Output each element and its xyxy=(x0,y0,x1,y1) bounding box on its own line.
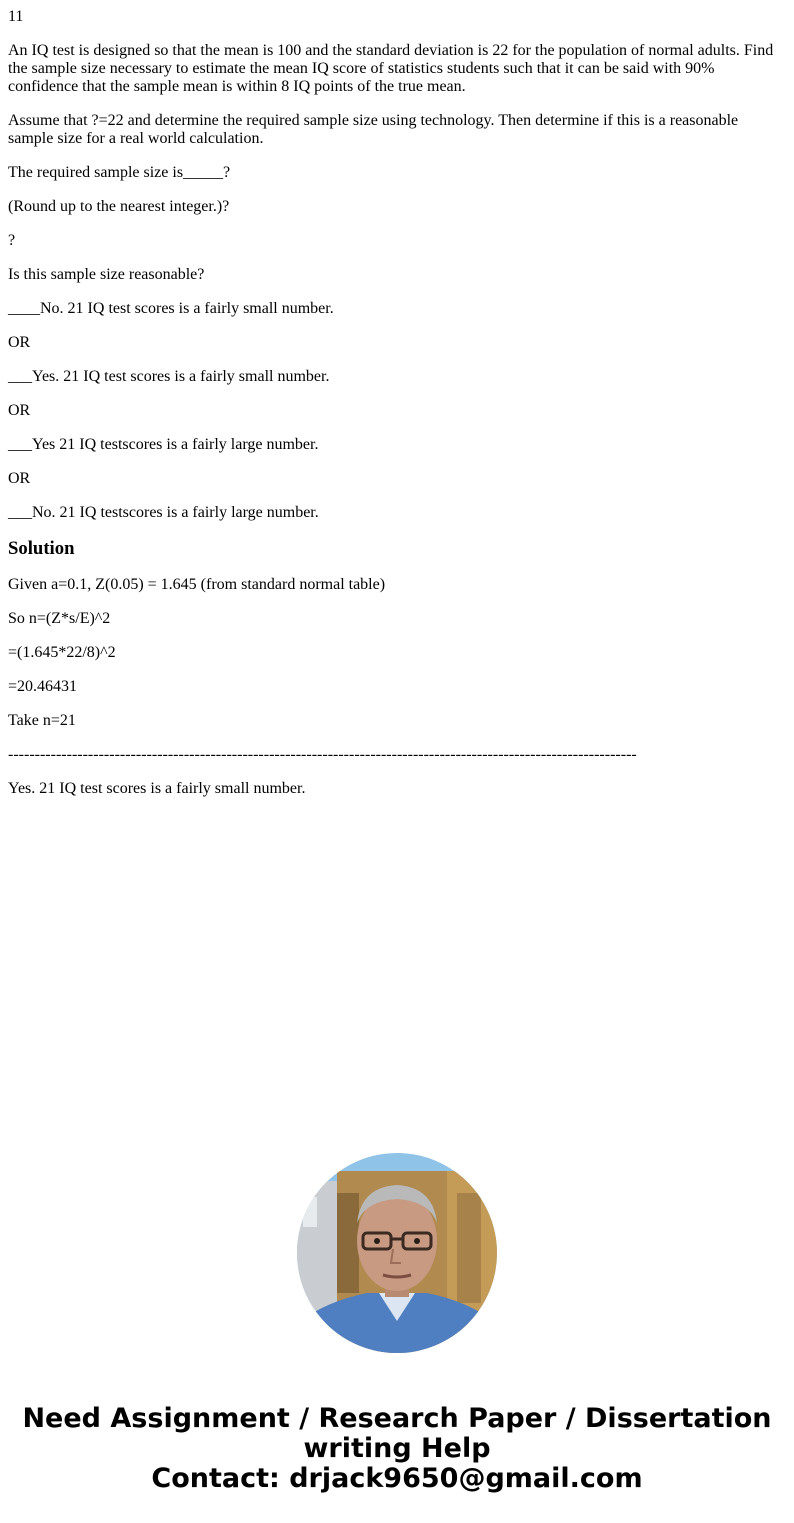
solution-given: Given a=0.1, Z(0.05) = 1.645 (from standard normal table) xyxy=(8,576,386,593)
solution-divider: ---------------------------------------------------------------------------------------------------------------------- xyxy=(8,746,637,763)
option-yes-small: ___Yes. 21 IQ test scores is a fairly small number. xyxy=(8,368,330,385)
solution-substitution: =(1.645*22/8)^2 xyxy=(8,644,116,661)
promo-contact: Contact: drjack9650@gmail.com xyxy=(151,1463,643,1494)
option-yes-large: ___Yes 21 IQ testscores is a fairly large number. xyxy=(8,436,319,453)
promo-footer xyxy=(0,1404,794,1494)
option-separator: OR xyxy=(8,334,31,351)
tutor-avatar xyxy=(297,1153,497,1353)
option-no-small: ____No. 21 IQ test scores is a fairly small number. xyxy=(8,300,334,317)
solution-result: =20.46431 xyxy=(8,678,78,695)
prompt-sample-size: The required sample size is_____? xyxy=(8,164,231,181)
solution-heading: Solution xyxy=(8,538,75,559)
solution-take-n: Take n=21 xyxy=(8,712,76,729)
option-separator: OR xyxy=(8,402,31,419)
assumption-text: Assume that ?=22 and determine the required sample size using technology. Then determine if this is a reasonable sample size for a real world calculation. xyxy=(8,112,739,147)
solution-answer: Yes. 21 IQ test scores is a fairly small number. xyxy=(8,780,306,797)
tutor-portrait-image xyxy=(297,1153,497,1353)
option-separator: OR xyxy=(8,470,31,487)
prompt-reasonable: Is this sample size reasonable? xyxy=(8,266,205,283)
document-content xyxy=(8,8,786,814)
prompt-round: (Round up to the nearest integer.)? xyxy=(8,198,230,215)
question-mark: ? xyxy=(8,232,16,249)
option-no-large: ___No. 21 IQ testscores is a fairly large number. xyxy=(8,504,319,521)
question-number: 11 xyxy=(8,8,24,25)
question-text: An IQ test is designed so that the mean is 100 and the standard deviation is 22 for the population of normal adults. Find the sample size necessary to estimate the mean IQ score of statistics students such that it can be said with 90% confidence that the sample mean is within 8 IQ points of the true mean. xyxy=(8,42,774,95)
solution-formula: So n=(Z*s/E)^2 xyxy=(8,610,111,627)
promo-line-2: writing Help xyxy=(303,1433,491,1464)
promo-line-1: Need Assignment / Research Paper / Dissertation xyxy=(22,1403,772,1434)
